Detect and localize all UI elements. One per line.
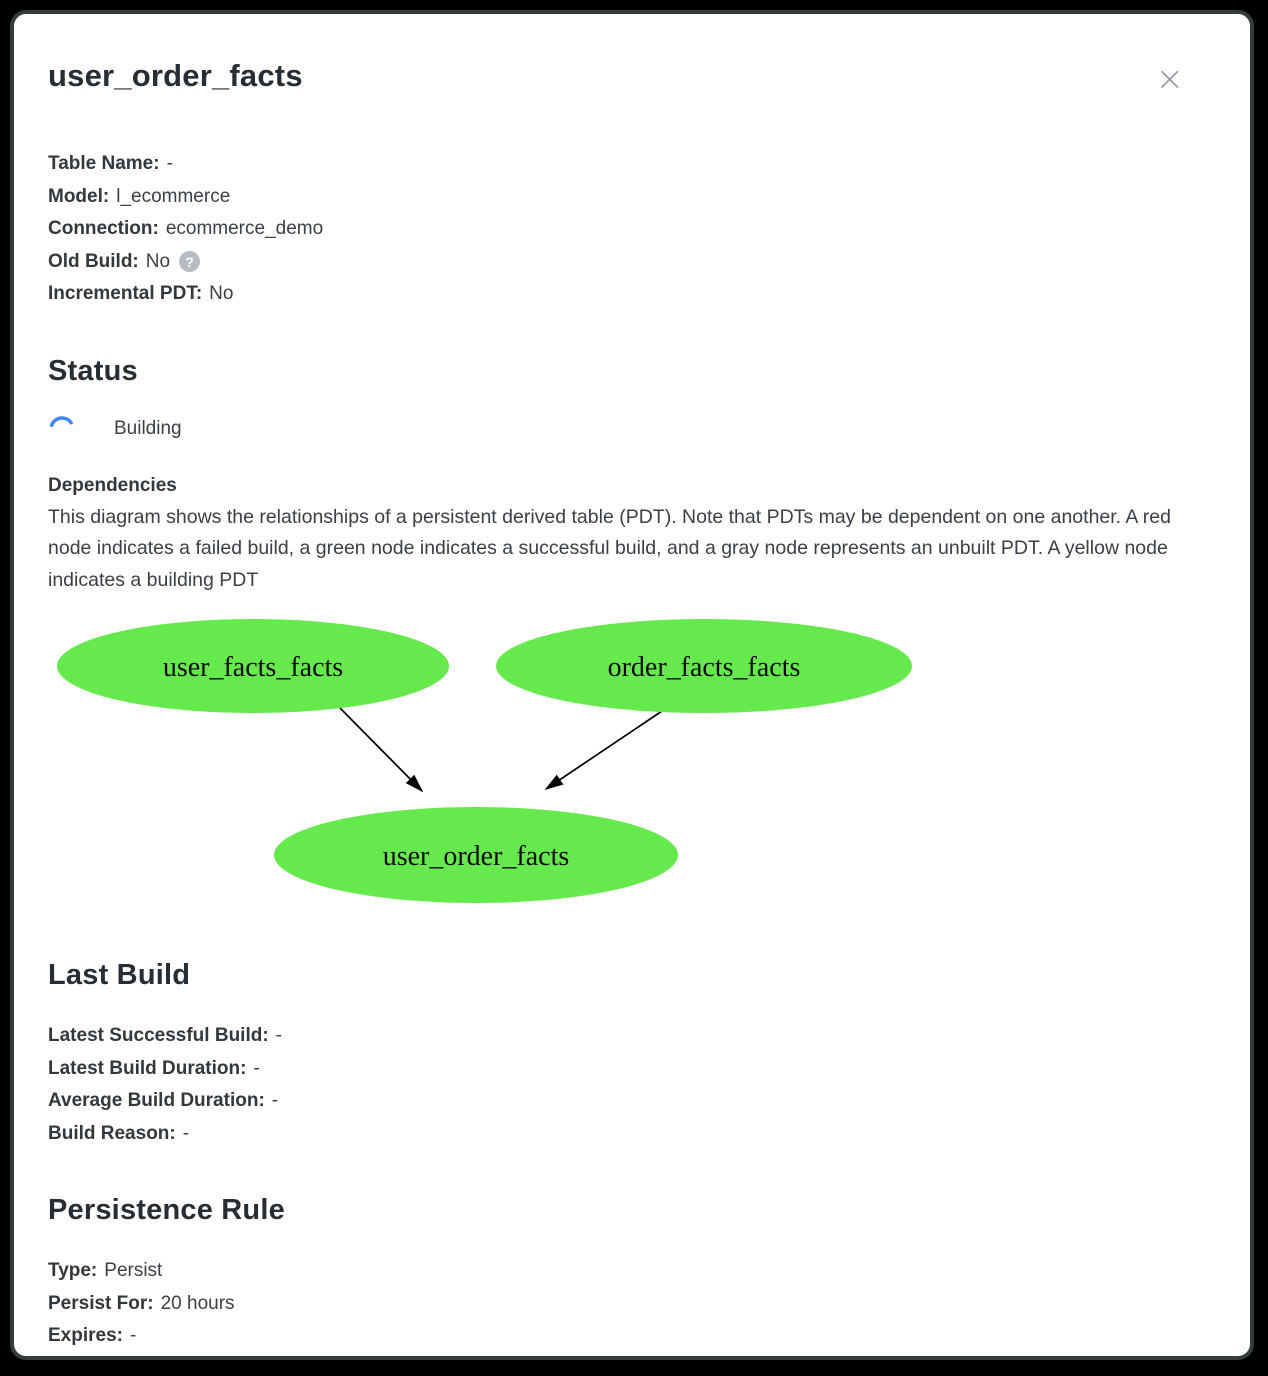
incremental-pdt-label: Incremental PDT:	[48, 283, 203, 304]
build-reason-value: -	[182, 1122, 190, 1144]
old-build-label: Old Build:	[48, 250, 139, 272]
build-reason-row	[48, 1118, 1216, 1151]
expires-label: Expires:	[48, 1325, 123, 1346]
meta-row-old-build	[48, 246, 1216, 279]
persistence-type-label: Type:	[48, 1260, 98, 1281]
help-icon[interactable]: ?	[179, 251, 200, 272]
meta-row-table-name	[48, 148, 1216, 181]
pdt-meta	[48, 148, 1216, 311]
persistence-rule-details	[48, 1255, 1216, 1353]
average-build-duration-value: -	[271, 1090, 279, 1111]
graph-node-user-facts-facts	[57, 619, 449, 713]
status-row	[48, 414, 1216, 444]
graph-node-order-facts-facts	[496, 619, 912, 713]
edge-order-facts-to-user-order	[546, 709, 665, 789]
page-title: user_order_facts	[48, 58, 303, 93]
status-heading: Status	[48, 354, 138, 387]
status-text: Building	[114, 417, 182, 439]
latest-build-duration-row	[48, 1053, 1216, 1086]
modal-content	[14, 14, 1250, 1356]
close-icon[interactable]: ×	[1155, 59, 1184, 99]
meta-row-model	[48, 181, 1216, 214]
expires-row	[48, 1320, 1216, 1353]
meta-row-incremental-pdt	[48, 278, 1216, 311]
persistence-type-value: Persist	[104, 1260, 163, 1281]
model-value: l_ecommerce	[116, 185, 231, 207]
graph-node-user-order-facts	[274, 807, 678, 903]
loading-spinner-icon	[48, 415, 76, 443]
persist-for-row	[48, 1288, 1216, 1321]
latest-build-duration-label: Latest Build Duration:	[48, 1057, 247, 1079]
connection-label: Connection:	[48, 218, 159, 239]
persistence-type-row	[48, 1255, 1216, 1288]
dependencies-label: Dependencies	[48, 474, 177, 496]
table-name-value: -	[166, 153, 173, 174]
meta-row-connection	[48, 213, 1216, 246]
latest-successful-build-row	[48, 1020, 1216, 1053]
build-reason-label: Build Reason:	[48, 1122, 176, 1144]
last-build-heading: Last Build	[48, 959, 191, 991]
latest-successful-build-value: -	[275, 1025, 282, 1046]
dependencies-description: This diagram shows the relationships of a persistent derived table (PDT). Note that PDTs may be dependent on one another. A red node indicates a failed build, a green node indicates a successful build, and a gray node represents an unbuilt PDT. A yellow node indicates a building PDT	[48, 505, 1171, 591]
latest-successful-build-label: Latest Successful Build:	[48, 1025, 269, 1046]
table-name-label: Table Name:	[48, 153, 160, 174]
average-build-duration-label: Average Build Duration:	[48, 1090, 265, 1111]
incremental-pdt-value: No	[209, 283, 234, 304]
latest-build-duration-value: -	[253, 1057, 260, 1079]
model-label: Model:	[48, 185, 110, 207]
edge-user-facts-to-user-order	[340, 708, 422, 791]
pdt-details-modal	[14, 14, 1250, 1356]
connection-value: ecommerce_demo	[165, 218, 324, 239]
old-build-value: No	[145, 250, 171, 272]
node-label-user-facts-facts: user_facts_facts	[162, 652, 344, 683]
node-label-user-order-facts: user_order_facts	[382, 841, 570, 872]
persist-for-label: Persist For:	[48, 1292, 154, 1314]
average-build-duration-row	[48, 1085, 1216, 1118]
node-label-order-facts-facts: order_facts_facts	[607, 652, 801, 683]
persist-for-value: 20 hours	[160, 1292, 235, 1314]
dependency-diagram	[52, 616, 932, 911]
persistence-rule-heading: Persistence Rule	[48, 1194, 285, 1226]
last-build-details	[48, 1020, 1216, 1150]
expires-value: -	[129, 1325, 137, 1346]
